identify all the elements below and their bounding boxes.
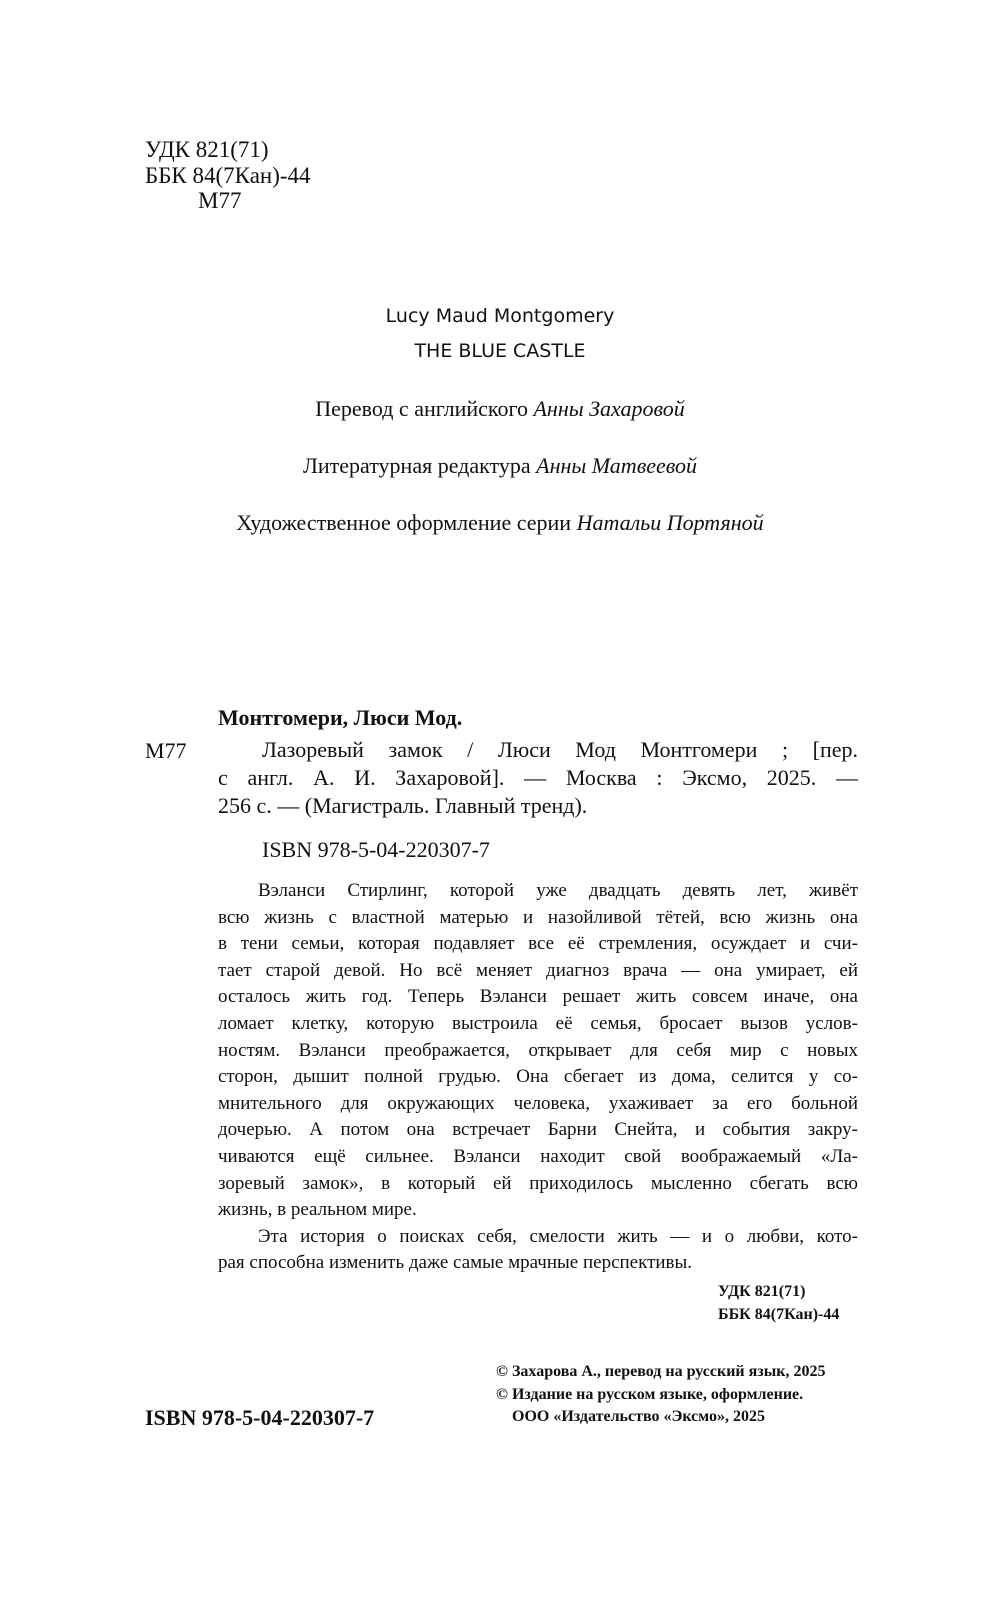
copyright-line: © Захарова А., перевод на русский язык, 2025 — [496, 1363, 826, 1380]
isbn-bottom: ISBN 978-5-04-220307-7 — [145, 1405, 375, 1430]
annotation-line: дочерью. А потом она встречает Барни Снейта, и события закру- — [218, 1119, 858, 1141]
annotation-line: ностям. Вэланси преображается, открывает для себя мир с новых — [218, 1039, 858, 1061]
credit-editing — [0, 453, 1000, 479]
credit-role: Художественное оформление серии — [236, 510, 572, 535]
annotation-line: Эта история о поисках себя, смелости жить — и о любви, кото- — [258, 1225, 858, 1247]
catalog-sign: М77 — [145, 738, 187, 763]
credit-name: Анны Захаровой — [533, 396, 685, 421]
annotation-line: рая способна изменить даже самые мрачные перспективы. — [218, 1252, 693, 1274]
credit-role: Перевод с английского — [315, 396, 528, 421]
author-sign: М77 — [198, 188, 242, 213]
annotation-line: зоревый замок», в который ей приходилось мысленно сбегать всю — [218, 1172, 858, 1194]
catalog-heading: Монтгомери, Люси Мод. — [218, 705, 463, 730]
credit-name: Натальи Портяной — [576, 510, 764, 535]
annotation-line: ломает клетку, которую выстроила её семья, бросает вызов услов- — [218, 1013, 858, 1034]
annotation-line: в тени семьи, которая подавляет все её стремления, осуждает и счи- — [218, 933, 858, 955]
catalog-isbn: ISBN 978-5-04-220307-7 — [262, 837, 490, 862]
catalog-line: 256 с. — (Магистраль. Главный тренд). — [218, 793, 588, 818]
original-title: THE BLUE CASTLE — [414, 340, 586, 362]
credit-role: Литературная редактура — [302, 453, 531, 478]
credit-translation — [0, 396, 1000, 422]
copyright-line: © Издание на русском языке, оформление. — [496, 1386, 804, 1403]
annotation-line: тает старой девой. Но всё меняет диагноз врача — она умирает, ей — [218, 959, 858, 981]
bottom-udk: УДК 821(71) — [718, 1283, 806, 1300]
annotation-line: сторон, дышит полной грудью. Она сбегает из дома, селится у со- — [218, 1066, 858, 1088]
annotation-line: жизнь, в реальном мире. — [218, 1199, 417, 1221]
credit-name: Анны Матвеевой — [536, 453, 698, 478]
bottom-bbk: ББК 84(7Кан)-44 — [718, 1306, 840, 1323]
udk-code: УДК 821(71) — [145, 137, 269, 162]
annotation-line: осталось жить год. Теперь Вэланси решает жить совсем иначе, она — [218, 986, 858, 1008]
catalog-line: Лазоревый замок / Люси Мод Монтгомери ; [пер. — [262, 737, 858, 762]
credit-design — [0, 510, 1000, 536]
annotation-line: мнительного для окружающих человека, ухаживает за его больной — [218, 1092, 858, 1114]
annotation-line: всю жизнь с властной матерью и назойливой тётей, всю жизнь она — [218, 906, 858, 928]
copyright-line: ООО «Издательство «Эксмо», 2025 — [512, 1408, 765, 1425]
catalog-line: с англ. А. И. Захаровой]. — Москва : Эксмо, 2025. — — [218, 765, 858, 790]
bbk-code: ББК 84(7Кан)-44 — [145, 163, 311, 188]
annotation-line: Вэланси Стирлинг, которой уже двадцать девять лет, живёт — [258, 880, 858, 901]
original-author: Lucy Maud Montgomery — [385, 305, 615, 327]
annotation-line: чиваются ещё сильнее. Вэланси находит свой воображаемый «Ла- — [218, 1146, 858, 1167]
